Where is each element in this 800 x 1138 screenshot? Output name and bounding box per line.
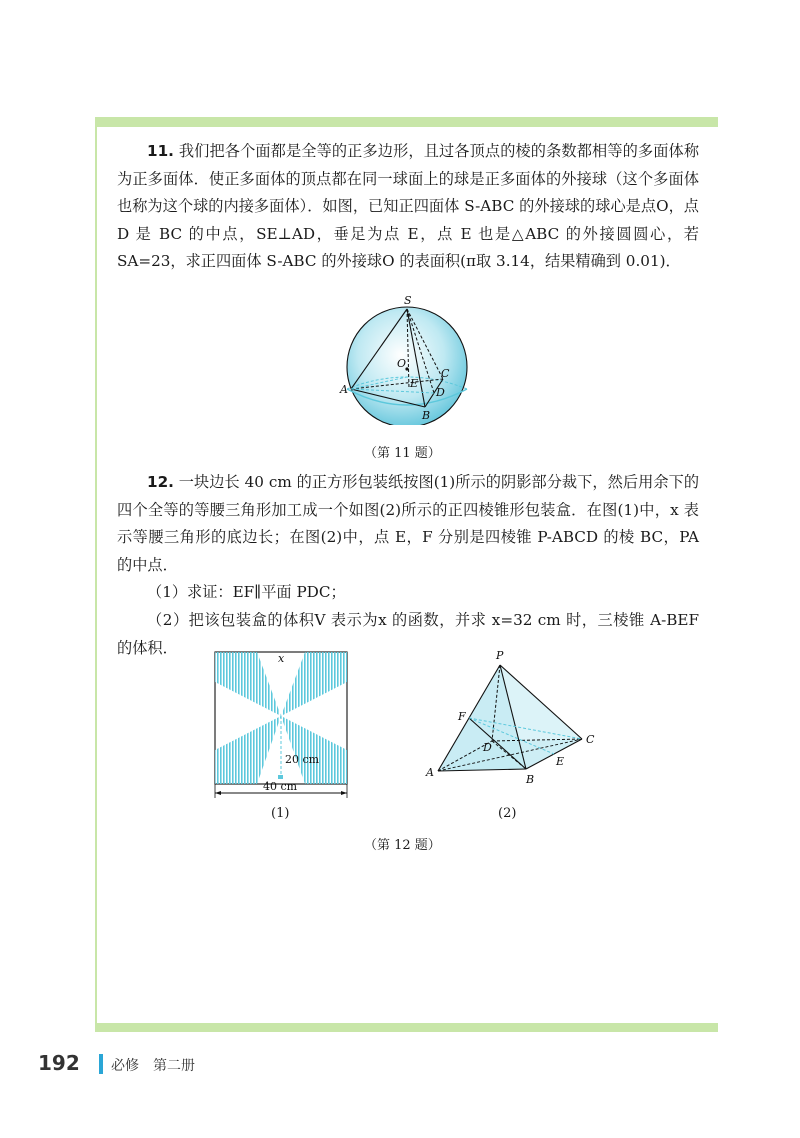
problem-11-number: 11. — [147, 142, 174, 160]
footer-rule — [95, 1023, 718, 1032]
figure-12-1-square — [205, 645, 355, 805]
problem-11 — [117, 138, 699, 276]
label-A2: A — [426, 766, 434, 779]
label-E2: E — [556, 755, 565, 768]
label-D: D — [436, 386, 445, 399]
page-content — [117, 138, 699, 276]
label-E: E — [410, 377, 419, 390]
fig1-x-label: x — [278, 652, 285, 665]
label-S: S — [404, 294, 412, 307]
label-F: F — [458, 710, 466, 723]
label-B2: B — [526, 773, 535, 786]
problem-12-part2: （2）把该包装盒的体积V 表示为x 的函数，并求 x=32 cm 时，三棱锥 A-BEF 的体积． — [117, 610, 699, 657]
book-title: 必修 第二册 — [111, 1058, 195, 1074]
label-D2: D — [483, 741, 492, 754]
header-rule — [95, 117, 718, 127]
figure-12-1-subcaption: (1) — [271, 806, 290, 821]
problem-12 — [117, 469, 699, 579]
page-number: 192 — [38, 1051, 80, 1075]
label-C: C — [441, 367, 450, 380]
problem-12-block — [117, 469, 699, 662]
label-B: B — [422, 409, 431, 422]
problem-11-text: 我们把各个面都是全等的正多边形，且过各顶点的棱的条数都相等的多面体称为正多面体．使正多面体的顶点都在同一球面上的球是正多面体的外接球（这个多面体也称为这个球的内接多面体）．如图，已知正四面体 S-ABC 的外接球的球心是点O，点 D 是 BC 的中点，SE⊥AD，垂足为点 E，点 E 也是△ABC 的外接圆圆心，若 SA=23，求正四面体 S-ABC 的外接球O 的表面积(π取 3.14，结果精确到 0.01)． — [117, 142, 700, 271]
problem-12-number: 12. — [147, 473, 174, 491]
label-C2: C — [586, 733, 595, 746]
problem-12-text: 一块边长 40 cm 的正方形包装纸按图(1)所示的阴影部分裁下，然后用余下的四个全等的等腰三角形加工成一个如图(2)所示的正四棱锥形包装盒．在图(1)中，x 表示等腰三角形的底边长；在图(2)中，点 E，F 分别是四棱锥 P-ABCD 的棱 BC，PA 的中点． — [117, 473, 700, 574]
label-P: P — [496, 649, 504, 662]
figure-12-caption: （第 12 题） — [364, 838, 441, 853]
fig1-outer-dim: 40 cm — [263, 780, 298, 793]
label-A: A — [340, 383, 348, 396]
figure-12-2-pyramid — [420, 645, 610, 795]
figure-11-caption: （第 11 题） — [364, 446, 441, 461]
footer-accent-bar — [99, 1054, 103, 1074]
fig1-inner-dim: 20 cm — [285, 753, 320, 766]
label-O: O — [397, 357, 407, 370]
problem-12-part1: （1）求证：EF∥平面 PDC； — [147, 583, 346, 602]
left-margin-rule — [95, 117, 97, 1032]
figure-11-sphere — [335, 293, 475, 425]
figure-12-2-subcaption: (2) — [498, 806, 517, 821]
